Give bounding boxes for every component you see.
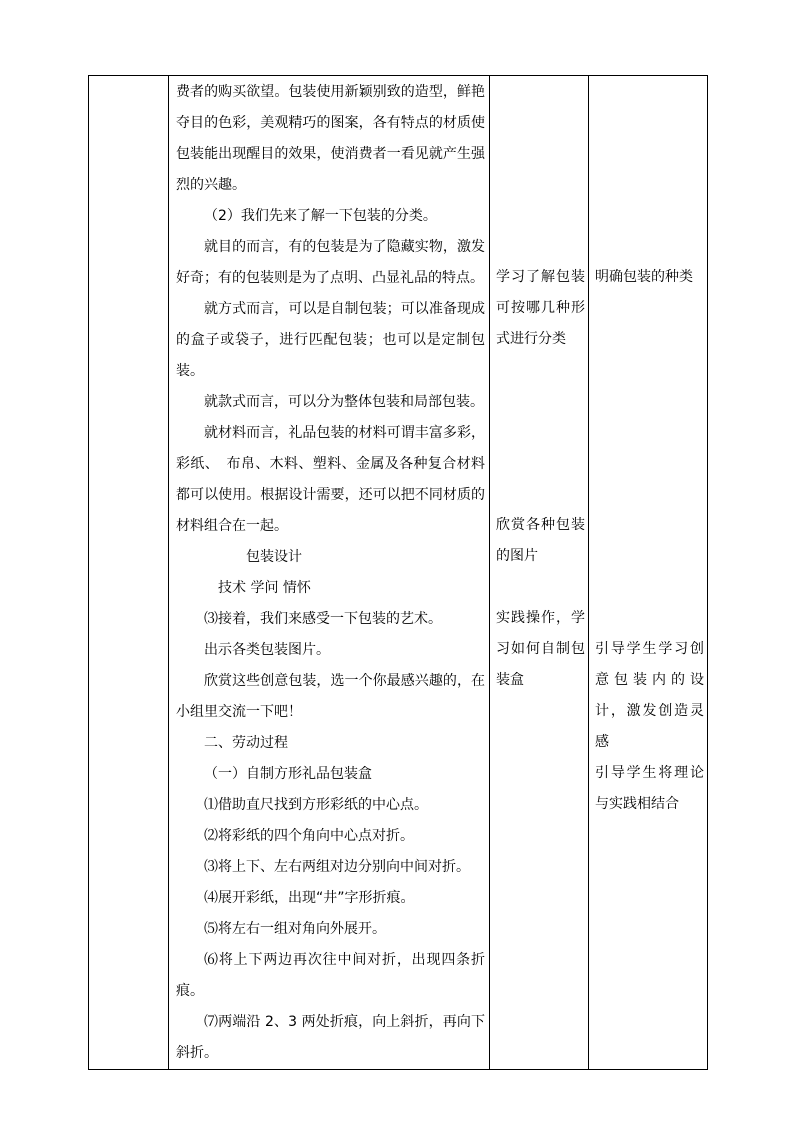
content-paragraph: 二、劳动过程 bbox=[204, 735, 288, 751]
content-paragraph: 就方式而言，可以是自制包装；可以准备现成的盒子或袋子，进行匹配包装；也可以是定制包装。 bbox=[176, 301, 485, 379]
table-row bbox=[89, 76, 708, 1070]
design-intent-paragraph: 引导学生将理论与实践相结合 bbox=[595, 765, 704, 812]
content-paragraph: 技术 学问 情怀 bbox=[218, 580, 311, 596]
content-paragraph: ⑹将上下两边再次往中间对折，出现四条折痕。 bbox=[176, 952, 485, 999]
student-activity-paragraph: 学习了解包装可按哪几种形式进行分类 bbox=[496, 269, 585, 347]
teaching-content-text bbox=[169, 76, 489, 1069]
student-activity-paragraph: 欣赏各种包装的图片 bbox=[496, 517, 585, 564]
content-paragraph: ⑵将彩纸的四个角向中心点对折。 bbox=[204, 828, 414, 844]
content-paragraph: ⑴借助直尺找到方形彩纸的中心点。 bbox=[204, 797, 428, 813]
content-paragraph: 费者的购买欲望。包装使用新颖别致的造型，鲜艳夺目的色彩，美观精巧的图案，各有特点的材质使包装能出现醒目的效果，使消费者一看见就产生强烈的兴趣。 bbox=[176, 84, 485, 193]
design-intent-paragraph: 引导学生学习创意包装内的设计，激发创造灵感 bbox=[595, 641, 704, 750]
design-intent-cell bbox=[589, 76, 708, 1070]
content-paragraph: ⑶接着，我们来感受一下包装的艺术。 bbox=[204, 611, 442, 627]
content-paragraph: 出示各类包装图片。 bbox=[204, 642, 330, 658]
content-paragraph: （2）我们先来了解一下包装的分类。 bbox=[204, 208, 437, 224]
content-paragraph: ⑶将上下、左右两组对边分别向中间对折。 bbox=[204, 859, 470, 875]
design-intent-paragraph: 明确包装的种类 bbox=[595, 269, 693, 285]
content-paragraph: 就款式而言，可以分为整体包装和局部包装。 bbox=[204, 394, 484, 410]
lesson-plan-table bbox=[88, 75, 708, 1070]
design-intent-text bbox=[589, 262, 707, 820]
student-activity-text bbox=[490, 262, 588, 696]
content-paragraph: 欣赏这些创意包装，选一个你最感兴趣的，在小组里交流一下吧！ bbox=[176, 673, 485, 720]
student-activity-paragraph: 实践操作，学习如何自制包装盒 bbox=[496, 610, 585, 688]
teaching-content-cell bbox=[169, 76, 490, 1070]
stage-column-cell bbox=[89, 76, 169, 1070]
content-paragraph: 就目的而言，有的包装是为了隐藏实物，激发好奇；有的包装则是为了点明、凸显礼品的特点。 bbox=[176, 239, 485, 286]
content-paragraph: 就材料而言，礼品包装的材料可谓丰富多彩，彩纸、 布帛、木料、塑料、金属及各种复合材料都可以使用。根据设计需要，还可以把不同材质的材料组合在一起。 bbox=[176, 425, 485, 534]
content-paragraph: 包装设计 bbox=[246, 549, 302, 565]
content-paragraph: ⑺两端沿 2、3 两处折痕，向上斜折，再向下斜折。 bbox=[176, 1014, 485, 1061]
student-activity-cell bbox=[490, 76, 589, 1070]
content-paragraph: ⑷展开彩纸，出现“井”字形折痕。 bbox=[204, 890, 415, 906]
content-paragraph: （一）自制方形礼品包装盒 bbox=[204, 766, 372, 782]
content-paragraph: ⑸将左右一组对角向外展开。 bbox=[204, 921, 386, 937]
